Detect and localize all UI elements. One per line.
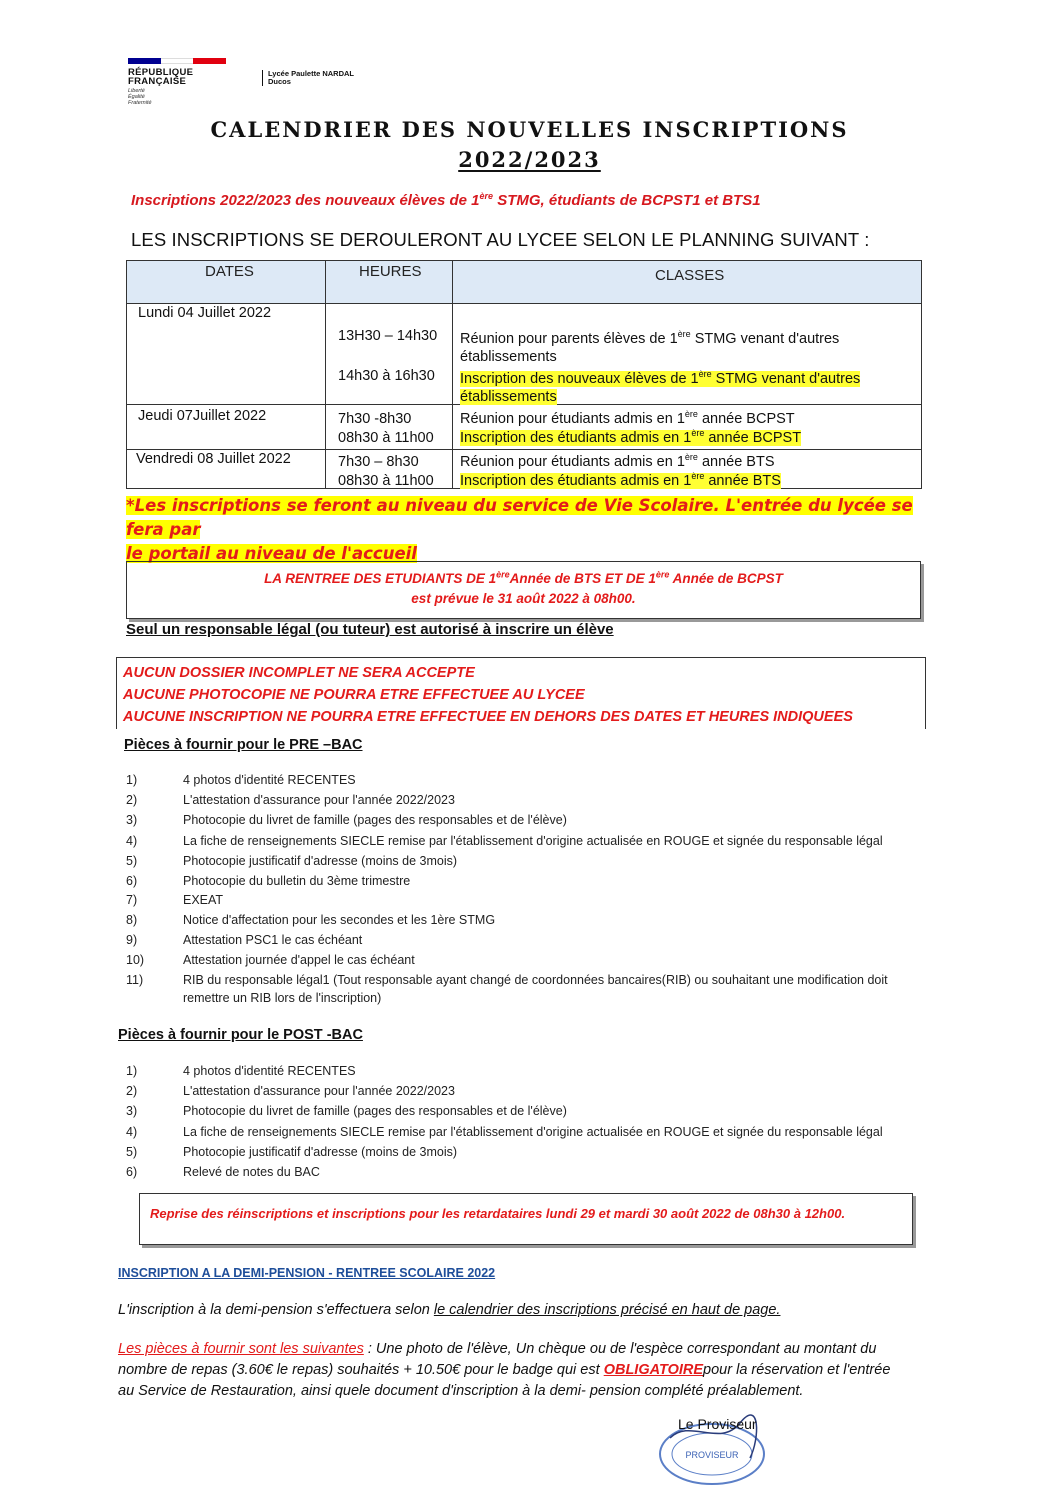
prebac-list: 1) 4 photos d'identité RECENTES 2) L'attestation d'assurance pour l'année 2022/2023 3) Photocopie du livret de famille (pages des responsables et de l'élève) 4) La fiche de renseignements SIECLE remise par l'établissement d'origine actualisée en ROUGE et signée du responsable légal 5) Photocopie justificatif d'adresse (moins de 3mois) 6) Photocopie du bulletin du 3ème trimestre 7) EXEAT 8) Notice d'affectation pour les secondes et les 1ère STMG 9) Attestation PSC1 le cas échéant 10) Attestation journée d'appel le cas échéant 11) RIB du responsable légal1 (Tout responsable ayant changé de coordonnées bancaires(RIB) ou souhaitant une modification doit remettre un RIB lors de l'inscription) — [126, 773, 888, 1005]
hour-cell: 13H30 – 14h30 — [338, 328, 438, 344]
class-cell-highlighted: Inscription des nouveaux élèves de 1ère STMG venant d'autres établissements — [460, 369, 861, 405]
demi-pension-title: INSCRIPTION A LA DEMI-PENSION - RENTREE SCOLAIRE 2022 — [118, 1266, 496, 1280]
warning-item: AUCUN DOSSIER INCOMPLET NE SERA ACCEPTE — [123, 665, 475, 681]
page-title-year: 2022/2023 — [458, 147, 601, 172]
demi-pension-paragraph-1: L'inscription à la demi-pension s'effectuera selon le calendrier des inscriptions précisé en haut de page. — [118, 1302, 781, 1318]
reprise-box: Reprise des réinscriptions et inscriptions pour les retardataires lundi 29 et mardi 30 août 2022 de 08h30 à 12h00. — [139, 1193, 913, 1245]
class-cell-highlighted: Inscription des étudiants admis en 1ère année BTS — [460, 471, 781, 489]
class-cell: Réunion pour parents élèves de 1ère STMG venant d'autres établissements — [460, 329, 840, 365]
col-divider — [452, 261, 453, 488]
schedule-table — [126, 260, 922, 489]
class-cell: Réunion pour étudiants admis en 1ère année BCPST — [460, 409, 795, 427]
planning-heading: LES INSCRIPTIONS SE DEROULERONT AU LYCEE SELON LE PLANNING SUIVANT : — [131, 229, 870, 250]
hour-cell: 7h30 -8h30 — [338, 411, 412, 427]
col-header-heures: HEURES — [359, 263, 422, 280]
hour-cell: 08h30 à 11h00 — [338, 473, 434, 489]
republique-francaise-logo: RÉPUBLIQUE FRANÇAISE — [128, 67, 194, 87]
page-title: CALENDRIER DES NOUVELLES INSCRIPTIONS — [210, 117, 849, 142]
prebac-title: Pièces à fournir pour le PRE –BAC — [124, 737, 363, 753]
warnings-box — [116, 657, 926, 729]
republic-motto: Liberté Égalité Fraternité — [128, 88, 152, 106]
demi-pension-paragraph-2: Les pièces à fournir sont les suivantes : Une photo de l'élève, Un chèque ou de l'espèce correspondant au montant du nombre de repas (3.60€ le repas) souhaités + 10.50€ pour le badge qui est OBLIGATOIREpour la réservation et l'entrée au Service de Restauration, ainsi quele document d'inscription à la demi- pension complété préalablement. — [118, 1341, 891, 1399]
warning-item: AUCUNE INSCRIPTION NE POURRA ETRE EFFECTUEE EN DEHORS DES DATES ET HEURES INDIQUEES — [123, 709, 853, 725]
hour-cell: 08h30 à 11h00 — [338, 430, 434, 446]
signature-label: Le Proviseur — [678, 1416, 757, 1432]
responsable-note: Seul un responsable légal (ou tuteur) est autorisé à inscrire un élève — [126, 621, 614, 638]
date-cell: Vendredi 08 Juillet 2022 — [136, 451, 291, 467]
class-cell: Réunion pour étudiants admis en 1ère année BTS — [460, 452, 775, 470]
school-name: Lycée Paulette NARDAL Ducos — [262, 70, 354, 86]
subtitle: Inscriptions 2022/2023 des nouveaux élèves de 1ère STMG, étudiants de BCPST1 et BTS1 — [131, 191, 761, 209]
french-flag — [128, 58, 226, 64]
col-header-dates: DATES — [205, 263, 254, 280]
hour-cell: 14h30 à 16h30 — [338, 368, 435, 384]
stamp-label: PROVISEUR — [685, 1450, 739, 1460]
date-cell: Lundi 04 Juillet 2022 — [138, 305, 272, 321]
warning-item: AUCUNE PHOTOCOPIE NE POURRA ETRE EFFECTUEE AU LYCEE — [123, 687, 585, 703]
rentree-box: LA RENTREE DES ETUDIANTS DE 1èreAnnée de BTS ET DE 1ère Année de BCPST est prévue le 31 août 2022 à 08h00. — [126, 561, 921, 619]
postbac-list: 1) 4 photos d'identité RECENTES 2) L'attestation d'assurance pour l'année 2022/2023 3) Photocopie du livret de famille (pages des responsables et de l'élève) 4) La fiche de renseignements SIECLE remise par l'établissement d'origine actualisée en ROUGE et signée du responsable légal 5) Photocopie justificatif d'adresse (moins de 3mois) 6) Relevé de notes du BAC — [126, 1064, 883, 1179]
vie-scolaire-note: *Les inscriptions se feront au niveau du service de Vie Scolaire. L'entrée du lycée se fera par le portail au niveau de l'accueil — [126, 496, 913, 563]
date-cell: Jeudi 07Juillet 2022 — [138, 408, 267, 424]
postbac-title: Pièces à fournir pour le POST -BAC — [118, 1027, 363, 1043]
col-divider — [325, 261, 326, 488]
col-header-classes: CLASSES — [655, 267, 725, 284]
hour-cell: 7h30 – 8h30 — [338, 454, 419, 470]
class-cell-highlighted: Inscription des étudiants admis en 1ère année BCPST — [460, 428, 802, 446]
